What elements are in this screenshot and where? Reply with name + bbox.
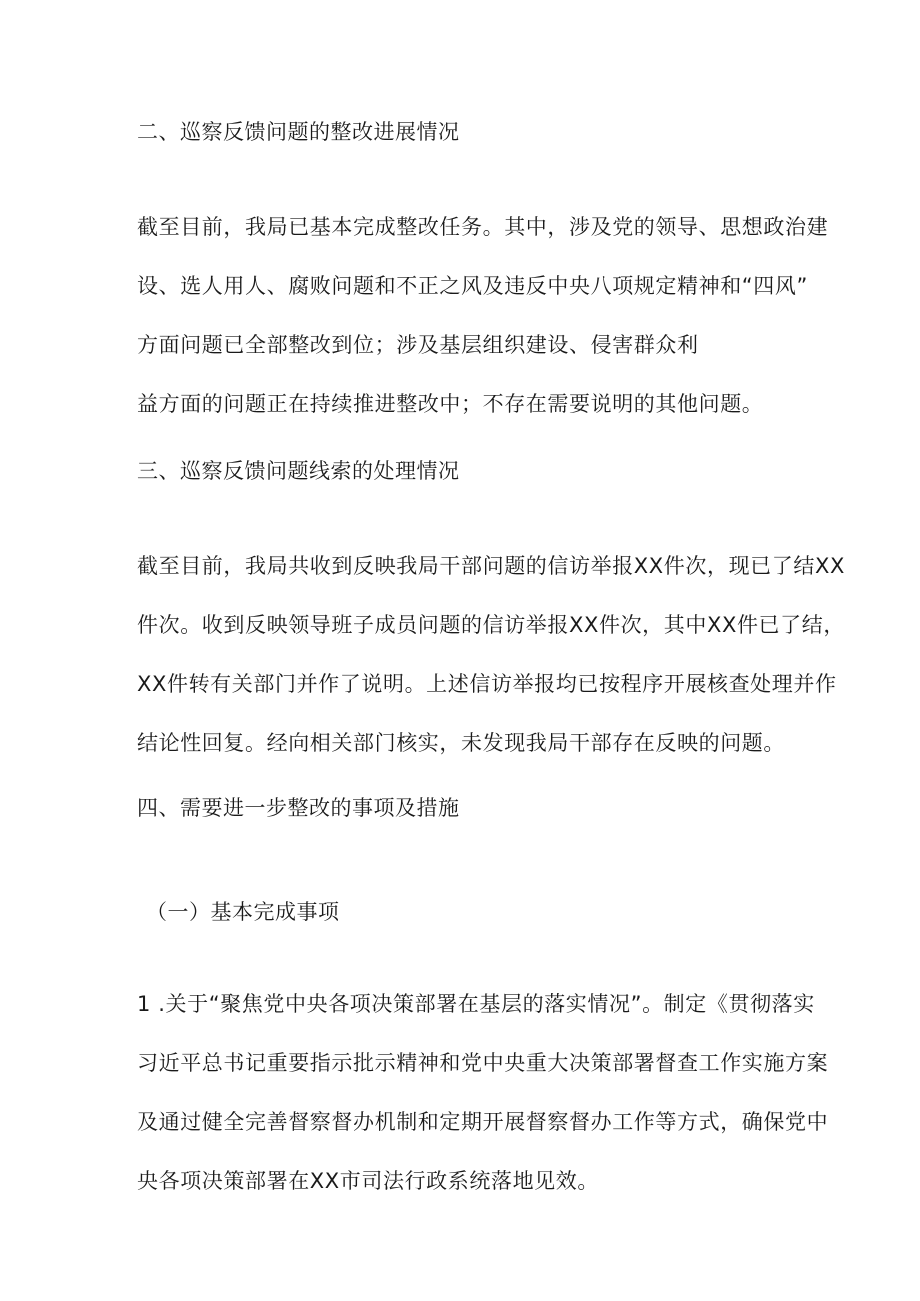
paragraph-line: 及通过健全完善督察督办机制和定期开展督察督办工作等方式，确保党中 xyxy=(137,1110,829,1134)
paragraph-line: 益方面的问题正在持续推进整改中；不存在需要说明的其他问题。 xyxy=(137,392,764,416)
section-4-item-1-paragraph xyxy=(137,989,829,1196)
section-4-heading: 四、需要进一步整改的事项及措施 xyxy=(137,796,460,820)
paragraph-line: 习近平总书记重要指示批示精神和党中央重大决策部署督查工作实施方案 xyxy=(137,1051,829,1075)
section-2-heading: 二、巡察反馈问题的整改进展情况 xyxy=(137,120,460,144)
section-2-paragraph xyxy=(137,212,829,419)
paragraph-line: XX件转有关部门并作了说明。上述信访举报均已按程序开展核查处理并作 xyxy=(137,672,837,696)
paragraph-line: 截至目前，我局已基本完成整改任务。其中，涉及党的领导、思想政治建 xyxy=(137,215,829,239)
paragraph-line: 件次。收到反映领导班子成员问题的信访举报XX件次，其中XX件已了结， xyxy=(137,613,845,637)
paragraph-line: 结论性回复。经向相关部门核实，未发现我局干部存在反映的问题。 xyxy=(137,731,785,755)
section-3-heading: 三、巡察反馈问题线索的处理情况 xyxy=(137,459,460,483)
paragraph-line: 1 .关于“聚焦党中央各项决策部署在基层的落实情况”。制定《贯彻落实 xyxy=(137,992,815,1016)
paragraph-line: 截至目前，我局共收到反映我局干部问题的信访举报XX件次，现已了结XX xyxy=(137,554,845,578)
paragraph-line: 方面问题已全部整改到位；涉及基层组织建设、侵害群众利 xyxy=(137,333,699,357)
section-3-paragraph xyxy=(137,551,845,758)
paragraph-line: 央各项决策部署在XX市司法行政系统落地见效。 xyxy=(137,1169,599,1193)
section-4-subheading: （一）基本完成事项 xyxy=(146,900,340,924)
paragraph-line: 设、选人用人、腐败问题和不正之风及违反中央八项规定精神和“四风” xyxy=(137,274,808,298)
